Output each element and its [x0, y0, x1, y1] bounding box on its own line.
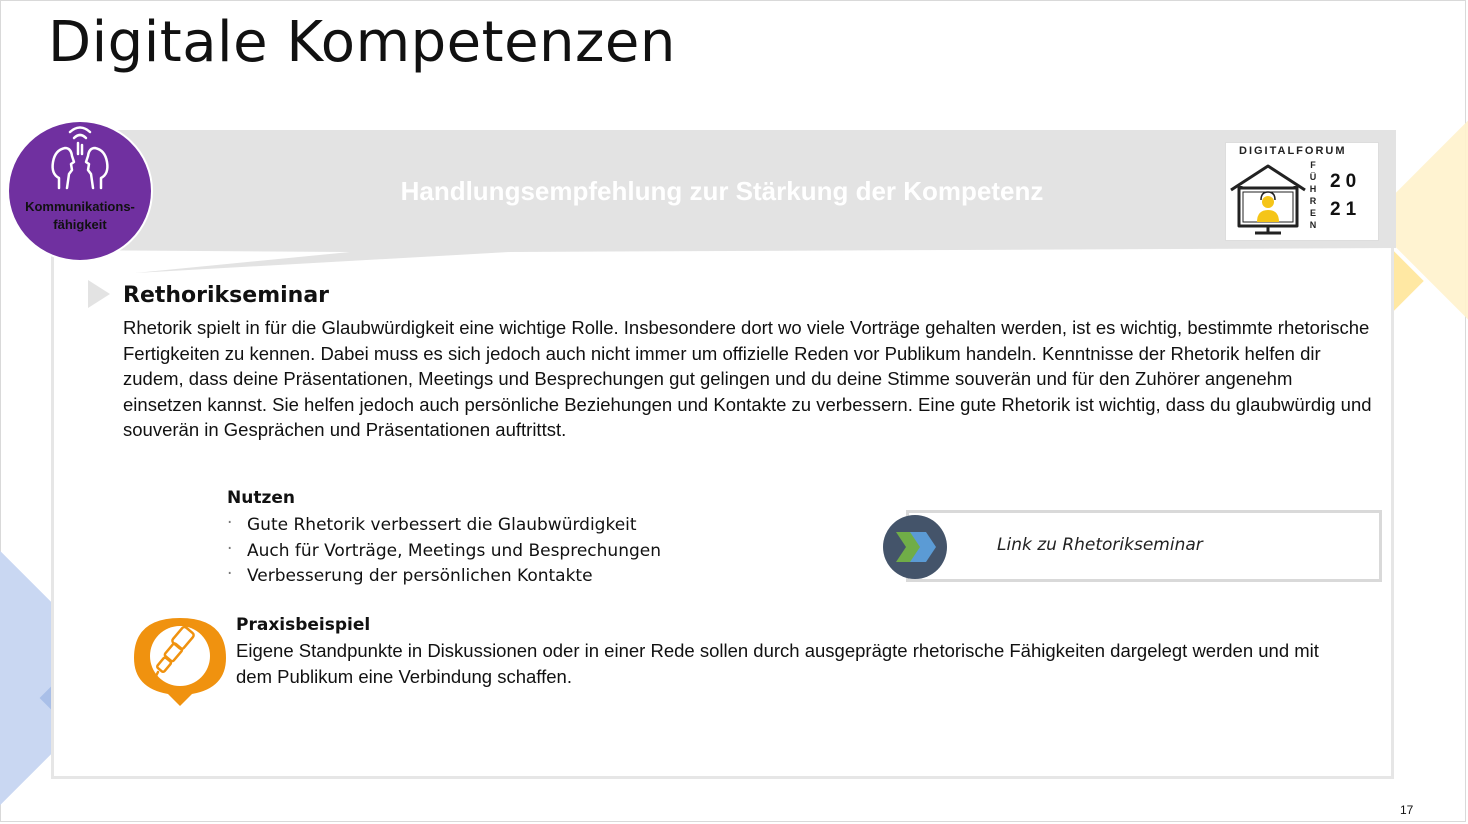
- list-item: · Verbesserung der persönlichen Kontakte: [227, 564, 661, 590]
- logo-vertical-letter: F: [1310, 160, 1316, 170]
- section-title: Rethorikseminar: [123, 283, 330, 308]
- logo-year-bottom: 21: [1330, 199, 1362, 220]
- logo-top-text: DIGITALFORUM: [1239, 145, 1347, 157]
- nutzen-title: Nutzen: [227, 488, 295, 508]
- list-item: · Auch für Vorträge, Meetings und Besprechungen: [227, 539, 661, 565]
- logo-vertical-letter: E: [1309, 208, 1316, 218]
- page-number: 17: [1400, 803, 1414, 817]
- section-marker-icon: [88, 280, 112, 308]
- telescope-icon: [132, 614, 228, 710]
- badge-label: Kommunikations- fähigkeit: [25, 199, 135, 232]
- logo-year-top: 20: [1330, 171, 1362, 192]
- list-item: · Gute Rhetorik verbessert die Glaubwürdigkeit: [227, 513, 661, 539]
- nutzen-list: [227, 513, 661, 590]
- logo-vertical-text: [1308, 159, 1318, 231]
- two-heads-speaking-icon: [45, 126, 115, 196]
- double-chevron-right-icon[interactable]: [882, 514, 948, 580]
- logo-vertical-letter: R: [1309, 196, 1317, 206]
- section-body: Rhetorik spielt in für die Glaubwürdigkeit eine wichtige Rolle. Insbesondere dort wo viele Vorträge gehalten werden, ist es wichtig, bestimmte rhetorische Fertigkeiten zu kennen. Dabei muss es sich jedoch auch nicht immer um offizielle Reden vor Publikum handeln. Kenntnisse der Rhetorik helfen dir zudem, dass deine Präsentationen, Meetings und Besprechungen gut gelingen und du deine Stimme souverän und für den Zuhörer angenehm einsetzen kannst. Sie helfen jedoch auch persönliche Beziehungen und Kontakte zu verbessern. Eine gute Rhetorik ist wichtig, dass du glaubwürdig und souverän in Gesprächen und Präsentationen auftrittst.: [123, 317, 1372, 441]
- banner-title: Handlungsempfehlung zur Stärkung der Kompetenz: [400, 176, 1044, 206]
- logo-vertical-letter: Ü: [1309, 172, 1317, 182]
- praxis-title: Praxisbeispiel: [236, 615, 371, 635]
- praxis-body: Eigene Standpunkte in Diskussionen oder in einer Rede sollen durch ausgeprägte rhetorische Fähigkeiten dargelegt werden und mit dem Publikum eine Verbindung schaffen.: [236, 640, 1319, 687]
- house-monitor-person-icon: [1229, 160, 1307, 238]
- logo-vertical-letter: N: [1309, 220, 1317, 230]
- link-label[interactable]: Link zu Rhetorikseminar: [997, 535, 1203, 555]
- slide-title: Digitale Kompetenzen: [48, 10, 676, 75]
- logo-vertical-letter: H: [1309, 184, 1317, 194]
